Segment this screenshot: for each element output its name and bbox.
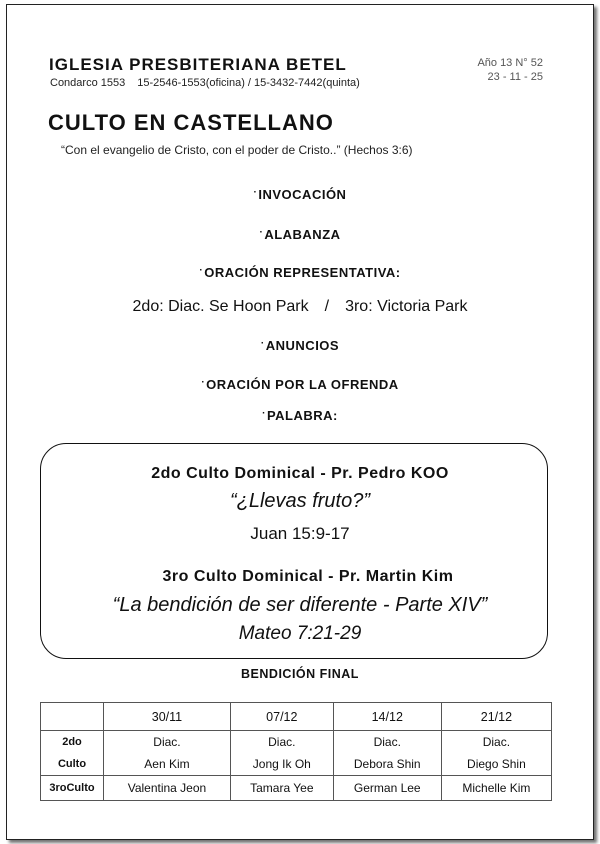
bullet-icon: · [253, 187, 258, 198]
church-name: IGLESIA PRESBITERIANA BETEL [49, 55, 347, 74]
sermon-1-title: “¿Llevas fruto?” [229, 490, 371, 512]
bullet-icon: · [259, 227, 264, 238]
bullet-icon: · [262, 408, 266, 419]
bullet-icon: · [201, 377, 206, 388]
section-invocacion [0, 187, 600, 202]
date-header: 30/11 [104, 703, 231, 731]
sermon-2-header: 3ro Culto Dominical - Pr. Martin Kim [162, 568, 454, 585]
section-label: ORACIÓN REPRESENTATIVA: [204, 265, 401, 280]
section-anuncios [0, 338, 600, 353]
cell-title: Diac. [268, 735, 296, 749]
sermon-2-title: “La bendición de ser diferente - Parte XIV” [112, 594, 488, 616]
issue-date: 23 - 11 - 25 [487, 71, 543, 83]
section-label: ANUNCIOS [265, 338, 340, 353]
section-label: INVOCACIÓN [258, 187, 347, 202]
section-ofrenda [0, 377, 600, 392]
section-oracion [0, 265, 600, 280]
cell-name: Debora Shin [353, 757, 421, 771]
page-title: CULTO EN CASTELLANO [48, 110, 334, 135]
cell-title: Diac. [373, 735, 401, 749]
phone-numbers: 15-2546-1553(oficina) / 15-3432-7442(quinta) [137, 77, 360, 89]
table-header-row [41, 703, 552, 731]
section-label: PALABRA: [266, 408, 338, 423]
section-label: ALABANZA [264, 227, 341, 242]
row-label-line: 2do [62, 736, 82, 748]
street-address: Condarco 1553 [50, 77, 126, 89]
bullet-icon: · [199, 265, 204, 276]
prayer-leader-3ro: 3ro: Victoria Park [345, 298, 468, 315]
cell-title: Diac. [482, 735, 511, 749]
church-address [50, 77, 360, 89]
issue-info [477, 56, 543, 84]
row-label-3ro-culto: 3roCulto [41, 776, 104, 801]
cell-name: Diego Shin [467, 757, 526, 771]
table-cell [104, 731, 231, 776]
section-palabra [0, 408, 600, 423]
table-row [41, 731, 552, 776]
sermon-1-reference: Juan 15:9-17 [250, 524, 350, 543]
cell-title: Diac. [153, 735, 181, 749]
date-header: 14/12 [333, 703, 441, 731]
section-alabanza [0, 227, 600, 242]
prayer-leader-2do: 2do: Diac. Se Hoon Park [132, 298, 309, 315]
sermon-1-header: 2do Culto Dominical - Pr. Pedro KOO [151, 465, 449, 482]
table-cell [441, 731, 551, 776]
separator: / [324, 298, 330, 315]
section-label: ORACIÓN POR LA OFRENDA [206, 377, 399, 392]
prayer-leaders [0, 298, 600, 316]
table-cell: Michelle Kim [441, 776, 551, 801]
table-cell: German Lee [333, 776, 441, 801]
sermon-2-reference: Mateo 7:21-29 [238, 623, 362, 644]
table-cell: Valentina Jeon [104, 776, 231, 801]
table-corner-cell [41, 703, 104, 731]
cell-name: Aen Kim [144, 757, 190, 771]
date-header: 21/12 [441, 703, 551, 731]
section-bendicion: BENDICIÓN FINAL [241, 667, 359, 681]
issue-number: Año 13 N° 52 [477, 57, 543, 69]
table-cell [230, 731, 333, 776]
table-cell: Tamara Yee [230, 776, 333, 801]
bullet-icon: · [260, 338, 265, 349]
service-schedule-table [40, 702, 552, 801]
table-row [41, 776, 552, 801]
table-cell [333, 731, 441, 776]
date-header: 07/12 [230, 703, 333, 731]
row-label-2do-culto [41, 731, 104, 776]
theme-verse: “Con el evangelio de Cristo, con el poder de Cristo..” (Hechos 3:6) [61, 143, 413, 157]
cell-name: Jong Ik Oh [252, 757, 311, 771]
row-label-line: Culto [57, 758, 87, 770]
